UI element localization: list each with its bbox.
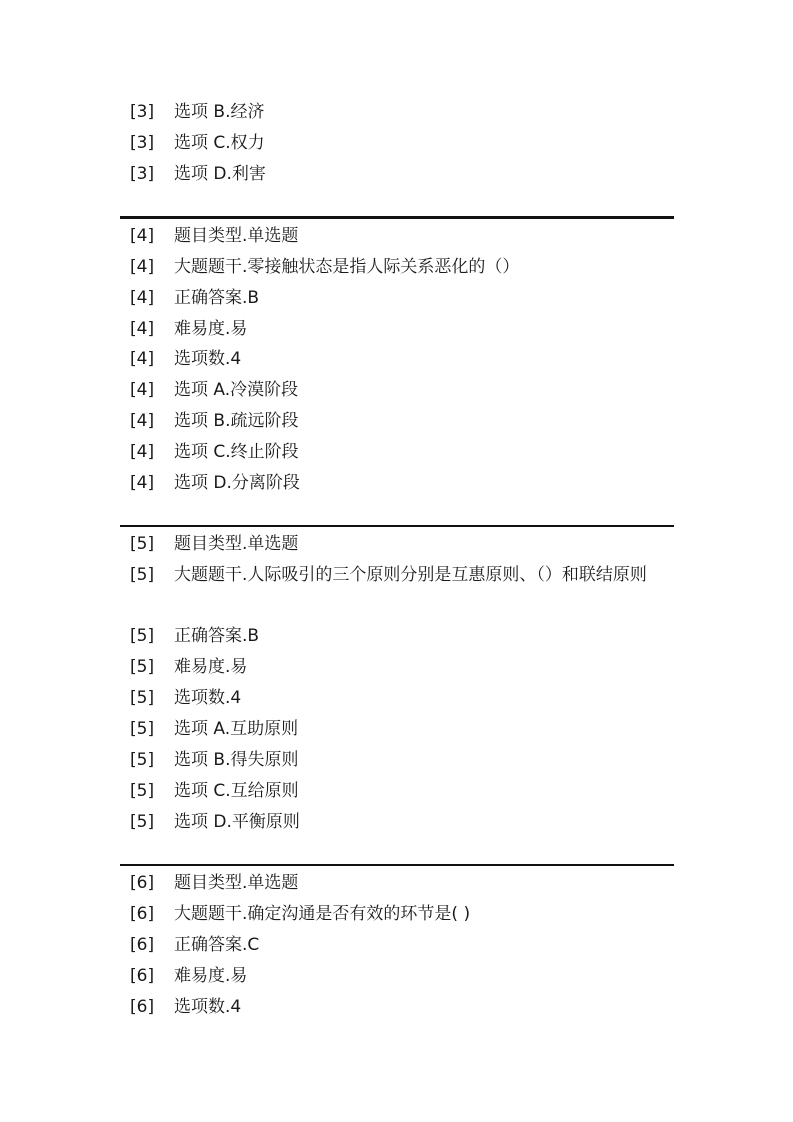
- question-number: [5]: [130, 534, 155, 554]
- line-text: 难易度.易: [174, 319, 248, 339]
- question-number: [5]: [130, 565, 155, 585]
- line-text: 选项数.4: [174, 688, 242, 708]
- question-number: [4]: [130, 319, 155, 339]
- q4-stem: [120, 252, 680, 283]
- question-number: [4]: [130, 226, 155, 246]
- question-number: [3]: [130, 164, 155, 184]
- question-number: [3]: [130, 102, 155, 122]
- q3-option-d: [120, 159, 680, 190]
- line-text: 正确答案.B: [174, 626, 260, 646]
- line-text: 选项 C.互给原则: [174, 781, 299, 801]
- line-text: 选项 B.得失原则: [174, 750, 299, 770]
- q4-option-b: [120, 406, 680, 437]
- question-number: [3]: [130, 133, 155, 153]
- q6-answer: [120, 930, 680, 961]
- q4-option-c: [120, 437, 680, 468]
- q5-stem: [120, 560, 676, 622]
- line-text: 选项数.4: [174, 349, 242, 369]
- q6-option-count: [120, 992, 680, 1023]
- question-number: [5]: [130, 688, 155, 708]
- line-text: 难易度.易: [174, 657, 248, 677]
- question-number: [6]: [130, 904, 155, 924]
- question-number: [5]: [130, 812, 155, 832]
- line-text: 正确答案.B: [174, 288, 260, 308]
- q5-answer: [120, 621, 680, 652]
- q6-difficulty: [120, 961, 680, 992]
- q6-type: [120, 868, 680, 899]
- line-text: 大题题干.人际吸引的三个原则分别是互惠原则、（）和联结原则: [174, 565, 647, 585]
- line-text: 题目类型.单选题: [174, 534, 299, 554]
- line-text: 选项 D.利害: [174, 164, 266, 184]
- q4-answer: [120, 283, 680, 314]
- question-number: [6]: [130, 935, 155, 955]
- question-number: [5]: [130, 781, 155, 801]
- line-text: 选项 B.疏远阶段: [174, 411, 299, 431]
- question-number: [6]: [130, 966, 155, 986]
- q4-type: [120, 221, 680, 252]
- q4-option-d: [120, 468, 680, 499]
- question-number: [4]: [130, 380, 155, 400]
- question-number: [4]: [130, 473, 155, 493]
- question-number: [5]: [130, 657, 155, 677]
- question-number: [5]: [130, 750, 155, 770]
- q5-option-c: [120, 776, 680, 807]
- question-number: [6]: [130, 997, 155, 1017]
- question-number: [5]: [130, 626, 155, 646]
- q3-option-b: [120, 97, 680, 128]
- line-text: 题目类型.单选题: [174, 873, 299, 893]
- line-text: 难易度.易: [174, 966, 248, 986]
- line-text: 选项数.4: [174, 997, 242, 1017]
- q5-difficulty: [120, 652, 680, 683]
- q5-type: [120, 529, 680, 560]
- section-divider: [120, 525, 674, 527]
- line-text: 选项 B.经济: [174, 102, 265, 122]
- q4-option-count: [120, 344, 680, 375]
- section-divider: [120, 216, 674, 219]
- line-text: 选项 D.分离阶段: [174, 473, 300, 493]
- line-text: 选项 D.平衡原则: [174, 812, 300, 832]
- question-number: [4]: [130, 288, 155, 308]
- question-number: [5]: [130, 719, 155, 739]
- question-number: [4]: [130, 349, 155, 369]
- section-divider: [120, 864, 674, 866]
- line-text: 选项 C.权力: [174, 133, 265, 153]
- q6-stem: [120, 899, 680, 930]
- question-number: [4]: [130, 257, 155, 277]
- q4-option-a: [120, 375, 680, 406]
- q4-difficulty: [120, 314, 680, 345]
- question-number: [4]: [130, 411, 155, 431]
- q5-option-d: [120, 807, 680, 838]
- question-number: [4]: [130, 442, 155, 462]
- q5-option-count: [120, 683, 680, 714]
- line-text: 选项 C.终止阶段: [174, 442, 299, 462]
- line-text: 选项 A.冷漠阶段: [174, 380, 299, 400]
- line-text: 题目类型.单选题: [174, 226, 299, 246]
- q5-option-a: [120, 714, 680, 745]
- question-number: [6]: [130, 873, 155, 893]
- line-text: 大题题干.零接触状态是指人际关系恶化的（）: [174, 257, 520, 277]
- line-text: 大题题干.确定沟通是否有效的环节是( ): [174, 904, 471, 924]
- q5-option-b: [120, 745, 680, 776]
- line-text: 正确答案.C: [174, 935, 260, 955]
- q3-option-c: [120, 128, 680, 159]
- line-text: 选项 A.互助原则: [174, 719, 299, 739]
